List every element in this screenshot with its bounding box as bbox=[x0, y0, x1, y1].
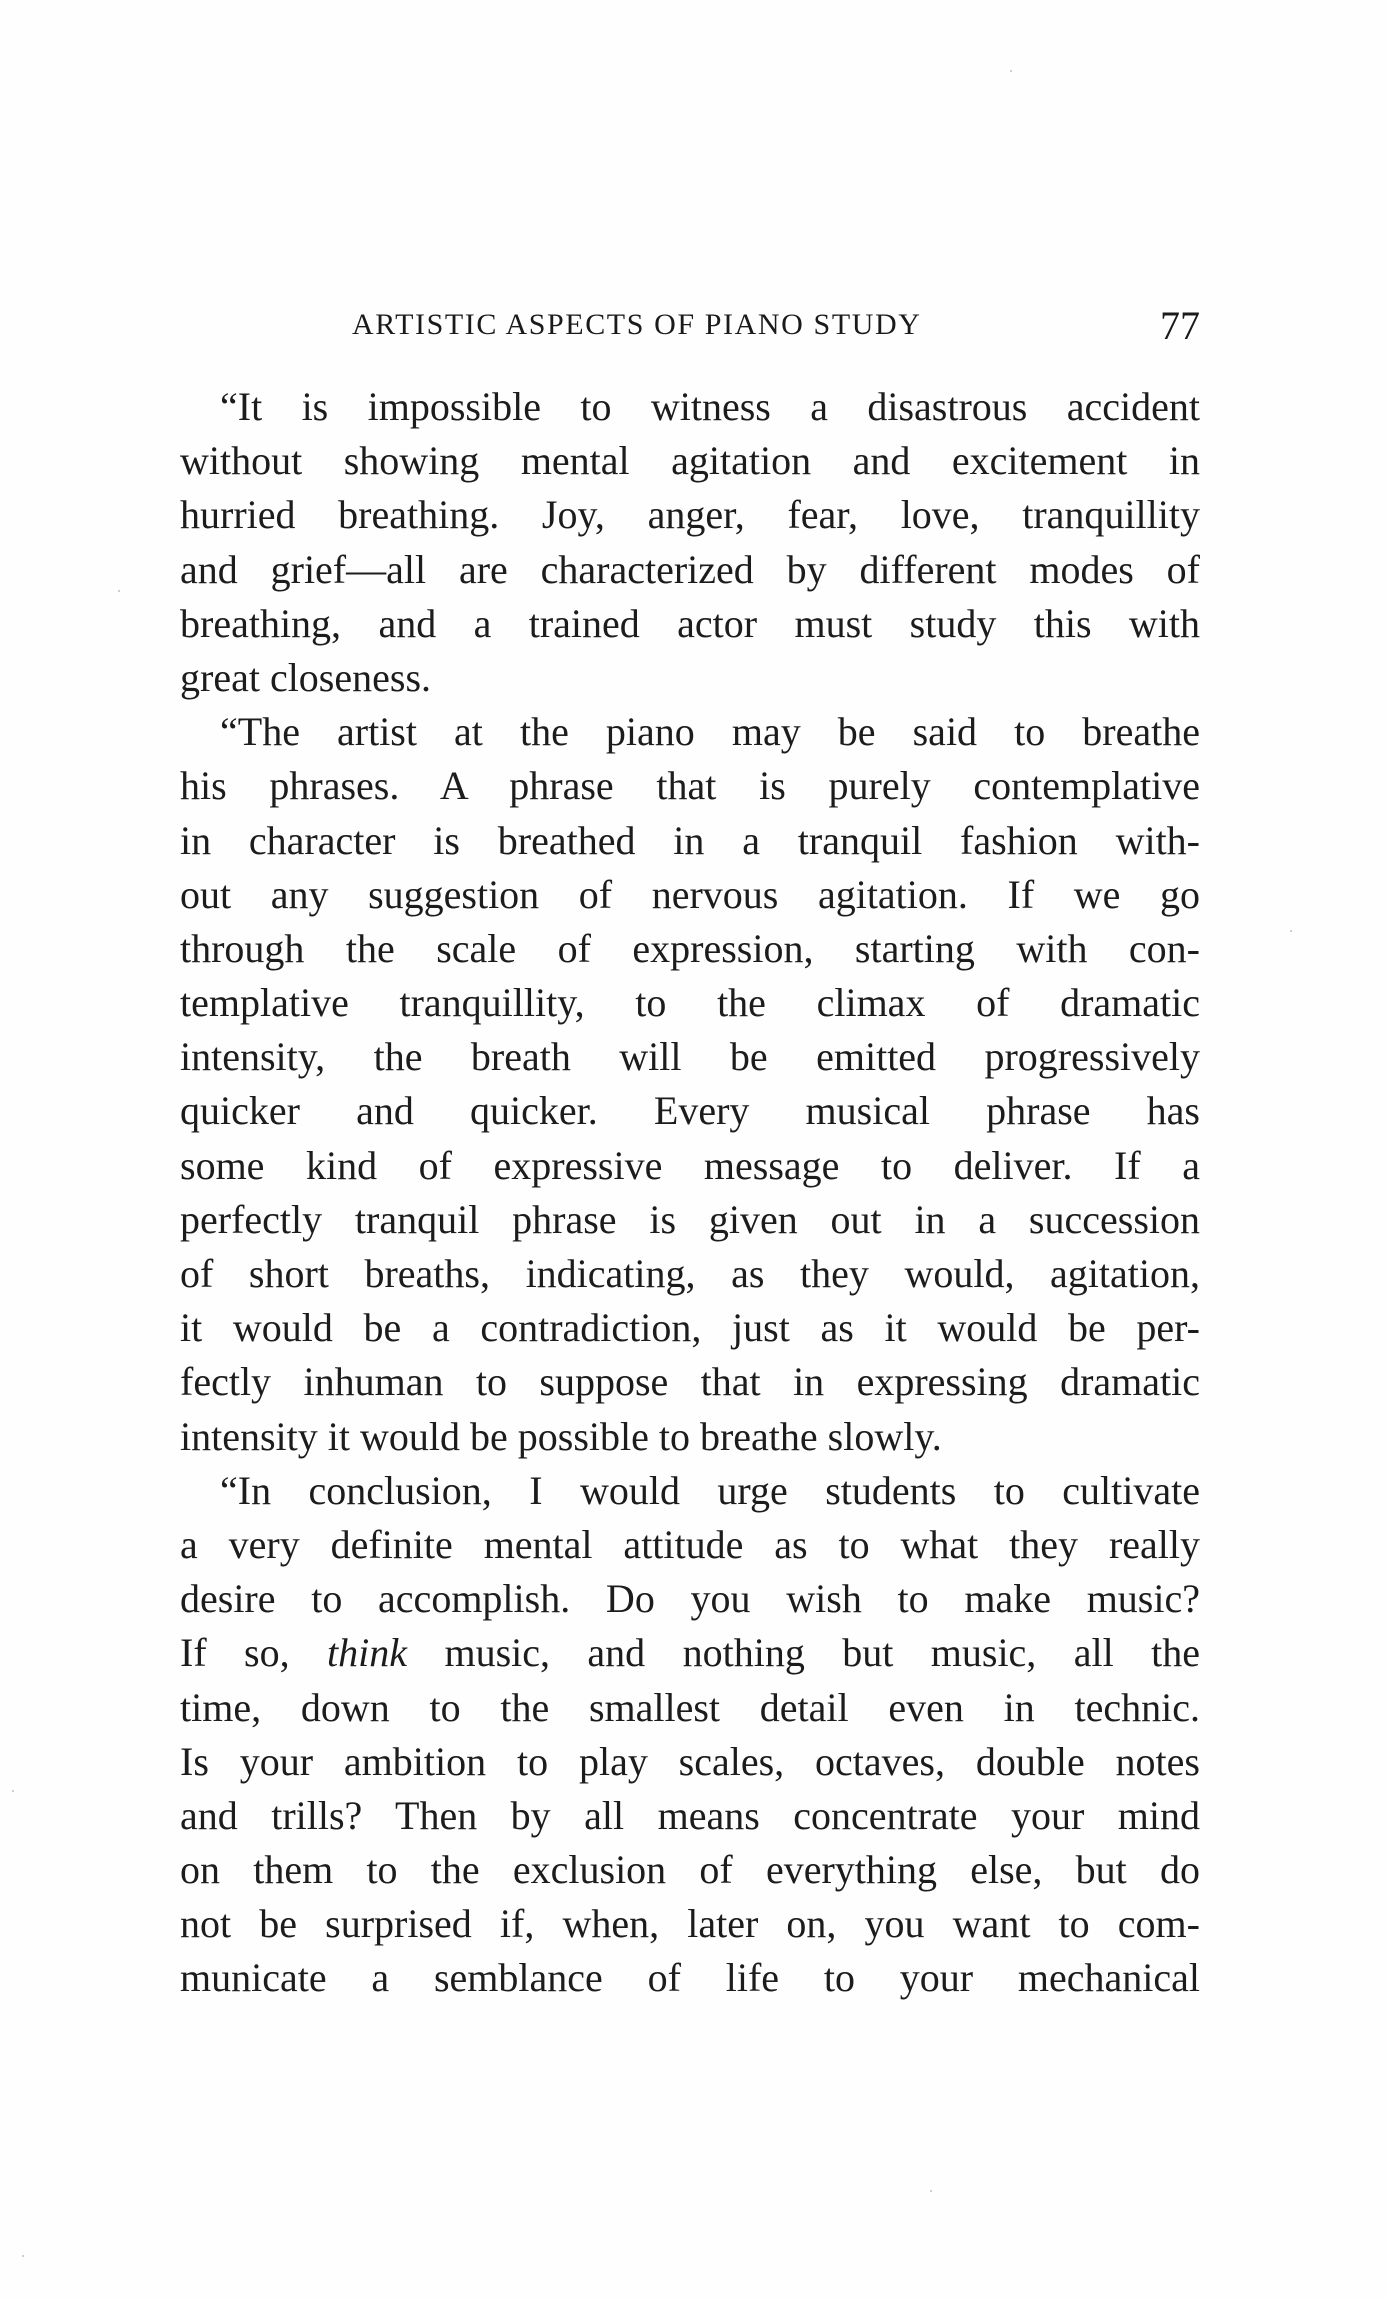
text-line: “It is impossible to witness a disastrous accident bbox=[220, 384, 1200, 429]
text-line: and trills? Then by all means concentrate your mind bbox=[180, 1792, 1200, 1838]
text-line: intensity, the breath will be emitted progressively bbox=[180, 1034, 1200, 1080]
text-line: fectly inhuman to suppose that in expressing dramatic bbox=[180, 1359, 1200, 1405]
text-line: Is your ambition to play scales, octaves, double notes bbox=[180, 1738, 1200, 1784]
text-line: perfectly tranquil phrase is given out in a succession bbox=[180, 1196, 1200, 1242]
text-line: great closeness. bbox=[180, 654, 432, 700]
text-line: municate a semblance of life to your mechanical bbox=[180, 1955, 1200, 2001]
body-text bbox=[180, 380, 1200, 2006]
text-line: breathing, and a trained actor must study this with bbox=[180, 600, 1200, 646]
text-line-with-emphasis bbox=[180, 1626, 1200, 1680]
emphasis-word: think bbox=[327, 1630, 408, 1676]
text-line: some kind of expressive message to deliver. If a bbox=[180, 1142, 1200, 1188]
text-line: through the scale of expression, starting with con- bbox=[180, 925, 1200, 971]
paragraph-1 bbox=[180, 380, 1200, 705]
text-segment: music, and nothing but music, all the bbox=[444, 1630, 1200, 1676]
text-line: of short breaths, indicating, as they would, agitation, bbox=[180, 1251, 1200, 1296]
text-segment: If so, bbox=[180, 1630, 290, 1676]
text-line: a very definite mental attitude as to what they really bbox=[180, 1521, 1200, 1567]
text-line: his phrases. A phrase that is purely contemplative bbox=[180, 763, 1200, 809]
text-line: intensity it would be possible to breathe slowly. bbox=[180, 1413, 942, 1459]
text-line: “The artist at the piano may be said to breathe bbox=[220, 709, 1200, 755]
text-line: time, down to the smallest detail even in technic. bbox=[180, 1684, 1200, 1730]
text-line: templative tranquillity, to the climax of dramatic bbox=[180, 980, 1200, 1026]
text-line: it would be a contradiction, just as it would be per- bbox=[180, 1305, 1200, 1351]
text-line: quicker and quicker. Every musical phrase has bbox=[180, 1088, 1200, 1134]
text-line: “In conclusion, I would urge students to cultivate bbox=[220, 1467, 1200, 1513]
text-line: out any suggestion of nervous agitation. If we go bbox=[180, 871, 1200, 917]
text-line: and grief—all are characterized by different modes of bbox=[180, 546, 1200, 592]
paragraph-3 bbox=[180, 1464, 1200, 2006]
paragraph-2 bbox=[180, 705, 1200, 1464]
text-line: in character is breathed in a tranquil fashion with- bbox=[180, 817, 1200, 863]
text-line: hurried breathing. Joy, anger, fear, love, tranquillity bbox=[180, 492, 1200, 538]
running-title: ARTISTIC ASPECTS OF PIANO STUDY bbox=[352, 308, 922, 341]
text-line: on them to the exclusion of everything else, but do bbox=[180, 1847, 1200, 1893]
text-line: desire to accomplish. Do you wish to make music? bbox=[180, 1576, 1200, 1622]
text-line: without showing mental agitation and excitement in bbox=[180, 438, 1200, 484]
text-line: not be surprised if, when, later on, you want to com- bbox=[180, 1901, 1200, 1947]
page-number: 77 bbox=[1160, 303, 1200, 348]
running-head bbox=[180, 302, 1200, 362]
